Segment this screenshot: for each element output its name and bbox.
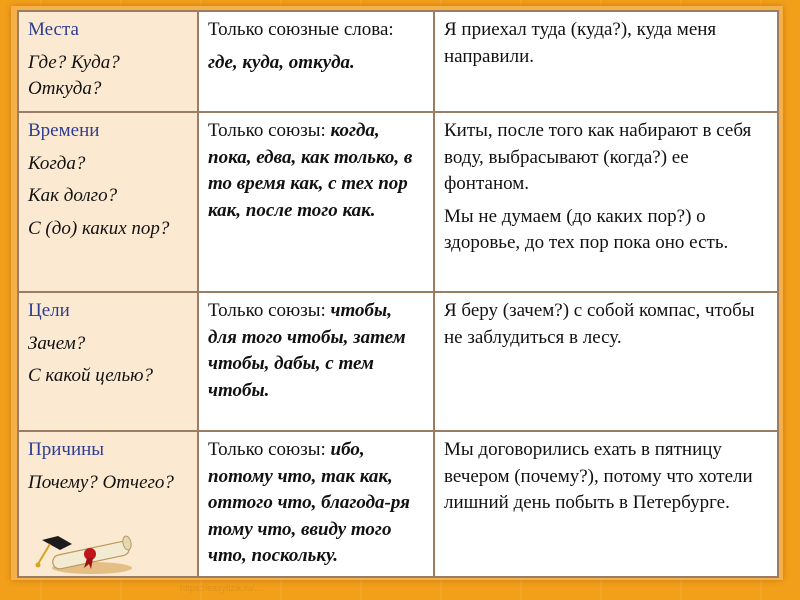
category-title: Времени xyxy=(28,120,100,141)
diploma-scroll-icon xyxy=(32,534,136,580)
watermark-text: https://easyfizik.ru/... xyxy=(180,583,263,593)
example-sentence: Мы не думаем (до каких пор?) о здоровье, до тех пор пока оно есть. xyxy=(444,205,729,253)
category-title: Цели xyxy=(28,300,70,321)
conjunction-prefix: Только союзы: xyxy=(208,120,326,141)
category-question: С какой целью? xyxy=(28,365,154,386)
conjunction-words: где, куда, откуда. xyxy=(208,51,355,73)
category-cell xyxy=(18,292,198,431)
conjunction-prefix: Только союзные слова: xyxy=(208,19,394,40)
category-question: Зачем? xyxy=(28,332,86,354)
conjunction-cell xyxy=(198,431,434,577)
category-cell xyxy=(18,11,198,112)
category-question: Как долго? xyxy=(28,185,118,206)
example-cell xyxy=(434,112,778,292)
conjunction-prefix: Только союзы: xyxy=(208,439,326,460)
category-question: С (до) каких пор? xyxy=(28,217,170,239)
category-title: Причины xyxy=(28,439,105,460)
clause-types-table xyxy=(17,10,779,578)
category-question: Почему? Отчего? xyxy=(28,471,174,493)
conjunction-prefix: Только союзы: xyxy=(208,300,326,321)
example-cell xyxy=(434,11,778,112)
conjunction-cell xyxy=(198,112,434,292)
category-title: Места xyxy=(28,19,79,40)
conjunction-words: ибо, потому что, так как, оттого что, благода-ря тому что, ввиду того что, поскольку. xyxy=(208,439,410,566)
example-sentence: Я приехал туда (куда?), куда меня направили. xyxy=(444,19,717,67)
example-sentence: Мы договорились ехать в пятницу вечером (почему?), потому что хотели лишний день побыть в Петербурге. xyxy=(444,439,753,513)
conjunction-words: чтобы, для того чтобы, затем чтобы, дабы, с тем чтобы. xyxy=(208,300,406,401)
table-row xyxy=(18,112,778,292)
category-question: Где? Куда? Откуда? xyxy=(28,51,120,99)
conjunction-words: когда, пока, едва, как только, в то время как, с тех пор как, после того как. xyxy=(208,120,413,221)
conjunction-cell xyxy=(198,292,434,431)
example-cell xyxy=(434,292,778,431)
category-question: Когда? xyxy=(28,152,86,174)
conjunction-cell xyxy=(198,11,434,112)
table-row xyxy=(18,11,778,112)
example-sentence: Киты, после того как набирают в себя воду, выбрасывают (когда?) ее фонтаном. xyxy=(444,120,752,194)
table-row xyxy=(18,292,778,431)
category-cell xyxy=(18,112,198,292)
example-cell xyxy=(434,431,778,577)
example-sentence: Я беру (зачем?) с собой компас, чтобы не заблудиться в лесу. xyxy=(444,300,755,348)
